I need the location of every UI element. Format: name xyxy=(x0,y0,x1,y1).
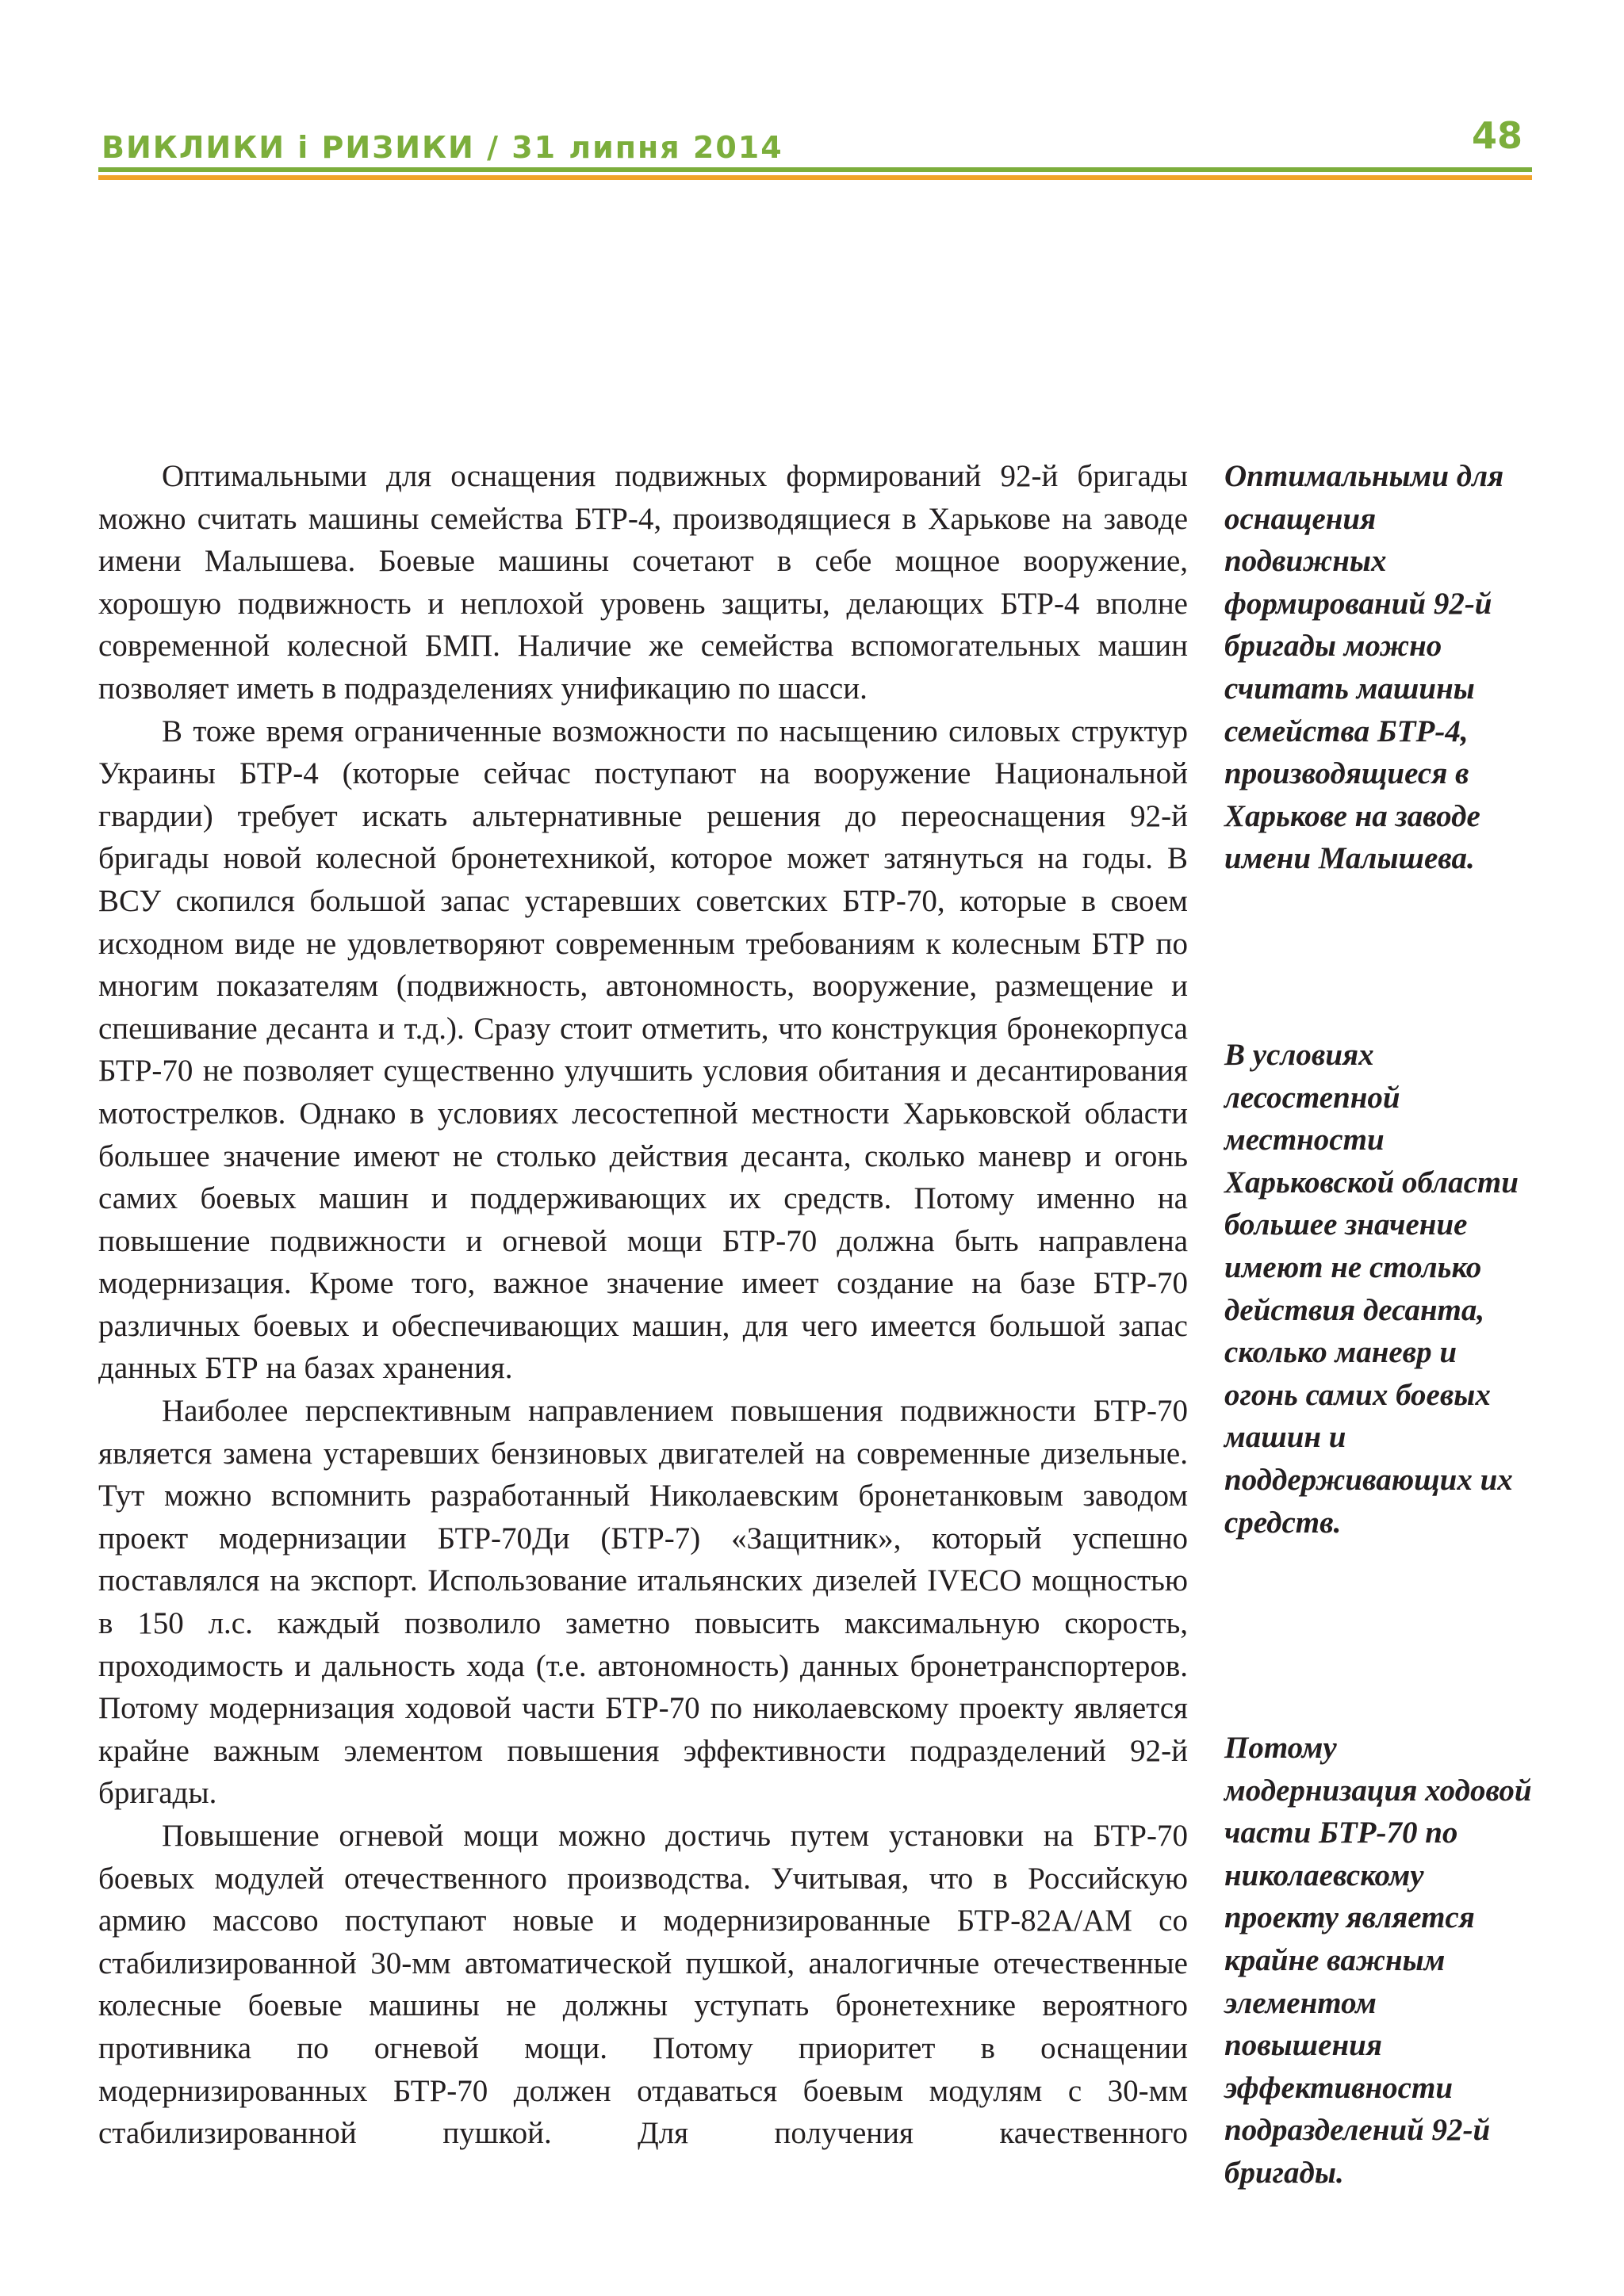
article-paragraph-2: В тоже время ограниченные возможности по насыщению силовых структур Украины БТР-4 (которые сейчас поступают на вооружение Национальной гвардии) требует искать альтернативные решения до переоснащения 92-й бригады новой колесной бронетехникой, которое может затянуться на годы. В ВСУ скопился большой запас устаревших советских БТР-70, которые в своем исходном виде не удовлетворяют современным требованиям к колесным БТР по многим показателям (подвижность, автономность, вооружение, размещение и спешивание десанта и т.д.). Сразу стоит отметить, что конструкция бронекорпуса БТР-70 не позволяет существенно улучшить условия обитания и десантирования мотострелков. Однако в условиях лесостепной местности Харьковской области большее значение имеют не столько действия десанта, сколько маневр и огонь самих боевых машин и поддерживающих их средств. Потому именно на повышение подвижности и огневой мощи БТР-70 должна быть направлена модернизация. Кроме того, важное значение имеет создание на базе БТР-70 различных боевых и обеспечивающих машин, для чего имеется большой запас данных БТР на базах хранения. xyxy=(98,714,1188,1386)
article-paragraph-1: Оптимальными для оснащения подвижных формирований 92-й бригады можно считать машины семейства БТР-4, производящиеся в Харькове на заводе имени Малышева. Боевые машины сочетают в себе мощное вооружение, хорошую подвижность и неплохой уровень защиты, делающих БТР-4 вполне современной колесной БМП. Наличие же семейства вспомогательных машин позволяет иметь в подразделениях унификацию по шасси. xyxy=(98,459,1188,706)
page-header xyxy=(98,111,1532,182)
article-body xyxy=(98,455,1188,2155)
pull-quote-3: Потому модернизация ходовой части БТР-70 по николаевскому проекту является крайне важным элементом повышения эффективности подразделений 92-й бригады. xyxy=(1224,1731,1532,2190)
publication-title: ВИКЛИКИ і РИЗИКИ / 31 липня 2014 xyxy=(102,130,783,165)
header-rule-orange xyxy=(98,175,1532,180)
header-rule-green xyxy=(98,167,1532,172)
pull-quote-1: Оптимальными для оснащения подвижных формирований 92-й бригады можно считать машины семейства БТР-4, производящиеся в Харькове на заводе имени Малышева. xyxy=(1224,459,1504,876)
page-number: 48 xyxy=(1471,114,1522,157)
article-paragraph-4: Повышение огневой мощи можно достичь путем установки на БТР-70 боевых модулей отечественного производства. Учитывая, что в Российскую армию массово поступают новые и модернизированные БТР-82А/АМ со стабилизированной 30-мм автоматической пушкой, аналогичные отечественные колесные боевые машины не должны уступать бронетехнике вероятного противника по огневой мощи. Потому приоритет в оснащении модернизированных БТР-70 должен отдаваться боевым модулям с 30-мм стабилизированной пушкой. Для получения качественного xyxy=(98,1819,1188,2151)
pull-quote-2: В условиях лесостепной местности Харьковской области большее значение имеют не столько действия десанта, сколько маневр и огонь самих боевых машин и поддерживающих их средств. xyxy=(1224,1038,1519,1540)
article-paragraph-3: Наиболее перспективным направлением повышения подвижности БТР-70 является замена устаревших бензиновых двигателей на современные дизельные. Тут можно вспомнить разработанный Николаевским бронетанковым заводом проект модернизации БТР-70Ди (БТР-7) «Защитник», который успешно поставлялся на экспорт. Использование итальянских дизелей IVECO мощностью в 150 л.с. каждый позволило заметно повысить максимальную скорость, проходимость и дальность хода (т.е. автономность) данных бронетранспортеров. Потому модернизация ходовой части БТР-70 по николаевскому проекту является крайне важным элементом повышения эффективности подразделений 92-й бригады. xyxy=(98,1394,1188,1811)
